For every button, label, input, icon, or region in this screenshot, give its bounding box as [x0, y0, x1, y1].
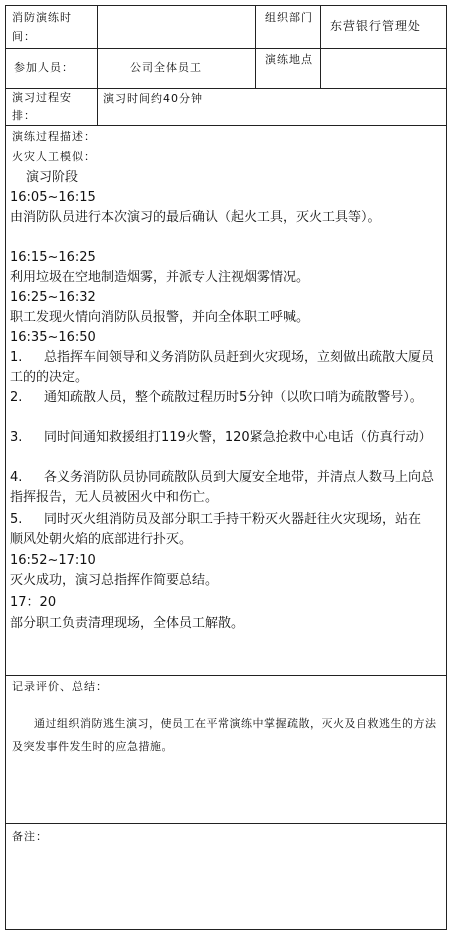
evaluation-title: 记录评价、总结： [12, 680, 108, 693]
step-text-2: 利用垃圾在空地制造烟雾，并派专人注视烟雾情况。 [10, 270, 310, 285]
location-label: 演练地点 [265, 53, 313, 66]
schedule-value: 演习时间约40分钟 [103, 92, 203, 105]
step-text-1: 由消防队员进行本次演习的最后确认（起火工具，灭火工具等）。 [10, 210, 381, 225]
stage-heading: 演习阶段 [26, 170, 79, 185]
item-text: 各义务消防队员协同疏散队员到大厦安全地带，并清点人数马上向总指挥报告，无人员被困火中和伤亡。 [10, 470, 435, 505]
remarks-title: 备注： [12, 830, 48, 843]
time-entry-4: 16:35~16:50 [10, 330, 96, 345]
item-number: 2. [10, 390, 23, 405]
item-number: 1. [10, 350, 23, 365]
item-text: 同时灭火组消防员及部分职工手持干粉灭火器赶往火灾现场，站在顺风处朝火焰的底部进行扑灭。 [10, 512, 422, 547]
item-text: 总指挥车间领导和义务消防队员赶到火灾现场，立刻做出疏散大厦员工的的决定。 [10, 350, 435, 385]
org-dept-label: 组织部门 [265, 11, 313, 24]
item-text: 通知疏散人员，整个疏散过程历时5分钟（以吹口哨为疏散警号）。 [44, 390, 423, 405]
description-title: 演练过程描述： [12, 130, 96, 143]
action-item-3 [10, 428, 440, 448]
org-dept-value: 东营银行管理处 [330, 19, 422, 33]
action-item-5 [10, 510, 425, 550]
item-number: 4. [10, 470, 23, 485]
table-border-right [446, 5, 447, 930]
time-entry-2: 16:15~16:25 [10, 250, 96, 265]
row-divider-3 [5, 125, 447, 126]
col-divider-1 [97, 5, 98, 125]
time-entry-3: 16:25~16:32 [10, 290, 96, 305]
step-text-5: 灭火成功，演习总指挥作简要总结。 [10, 573, 219, 588]
row-divider-1 [5, 48, 447, 49]
step-text-3: 职工发现火情向消防队员报警，并向全体职工呼喊。 [10, 310, 310, 325]
evaluation-text: 通过组织消防逃生演习，使员工在平常演练中掌握疏散，灭火及自救逃生的方法及突发事件发生时的应急措施。 [12, 717, 437, 753]
item-number: 5. [10, 512, 23, 527]
time-entry-5: 16:52~17:10 [10, 553, 96, 568]
step-text-6: 部分职工负责清理现场，全体员工解散。 [10, 616, 245, 631]
row-divider-4 [5, 675, 447, 676]
table-border-top [5, 5, 447, 6]
row-divider-5 [5, 823, 447, 824]
schedule-label: 演习过程安排： [12, 91, 72, 122]
col-divider-3 [320, 5, 321, 88]
table-border-left [5, 5, 6, 930]
action-item-2 [10, 388, 440, 408]
drill-time-label: 消防演练时间： [12, 11, 72, 43]
item-number: 3. [10, 430, 23, 445]
time-entry-6: 17：20 [10, 595, 57, 610]
time-entry-1: 16:05~16:15 [10, 190, 96, 205]
participants-label: 参加人员： [14, 61, 74, 74]
table-border-bottom [5, 929, 447, 930]
col-divider-2 [255, 5, 256, 88]
description-subtitle: 火灾人工模似： [12, 150, 96, 163]
item-text: 同时间通知救援组打119火警，120紧急抢救中心电话（仿真行动） [44, 430, 432, 445]
participants-value: 公司全体员工 [130, 61, 202, 74]
action-item-4 [10, 468, 440, 508]
action-item-1 [10, 348, 440, 388]
